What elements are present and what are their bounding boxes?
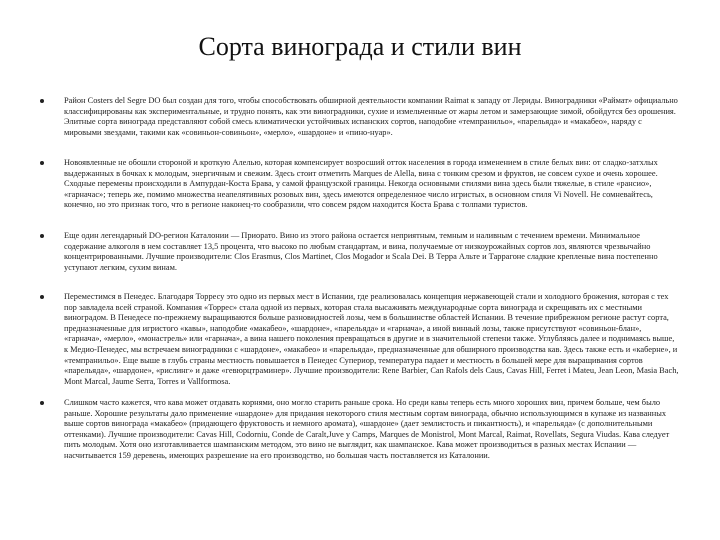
- bullet-dot-icon: [40, 401, 44, 405]
- bullet-dot-icon: [40, 161, 44, 165]
- bullet-text: Еще один легендарный DO-регион Каталонии — Приорато. Вино из этого района остается неприятным, темным и наливным с течением времени. Минимальное содержание алкоголя в нем составляет 13,5 процента, что высоко по любым стандартам, и вина, получаемые от низкоурожайных сортов лоз, являются чрезвычайно концентрированными. Лучшие производители: Clos Erasmus, Clos Martinet, Clos Mogador и Scala Dei. В Терра Альте и Таррагоне сладкие крепленые вина постепенно уступают легким, сухим винам.: [64, 231, 658, 272]
- slide-title: Сорта винограда и стили вин: [198, 32, 522, 61]
- bullet-text: Район Costers del Segre DO был создан для того, чтобы способствовать обширной деятельности компании Raimat к западу от Лериды. Виноградники «Раймат» официально классифицированы как экспериментальные, и трудно понять, как эти виноградники, сухие и измельченные от жары летом и замерзающие зимой, обойдутся без орошения. Элитные сорта винограда представляют собой смесь климатически устойчивых испанских сортов, наподобие «темпранильо», «парельяда» и «макабео», наряду с мировыми звездами, такими как «совиньон-совиньон», «мерло», «шардоне» и «пино-нуар».: [64, 96, 678, 137]
- bullet-dot-icon: [40, 234, 44, 238]
- bullet-text: Переместимся в Пенедес. Благодаря Торресу это одно из первых мест в Испании, где реализовалась концепция нержавеющей стали и холодного брожения, которая с тех пор завладела всей страной. Компания «Торрес» стала одной из первых, которая стала высаживать международные сорта винограда и скрещивать их с местными виноградом. В Пенедесе по-прежнему выращиваются больше разновидностей лозы, чем в большинстве областей Испании. В течение прибрежном регионе растут сорта, предназначенные для игристого «кавы», наподобие «макабео», «шардоне», «парельяда» и «гарнача», а иной винный лозы, также присутствуют «совиньон-блан», «гарнача», «мерло», «монастрель» или «гарнача», а вина нашего поколения превращаться в другие и в значительной степени также. Углубляясь далее и поднимаясь выше, к Медио-Пенедес, мы встречаем виноградники с «шардоне», «макабео» и «парельяда», предназначенные для обширного производства кав. Здесь также есть и «каберне», и «темпранильо». Еще выше в глубь страны местность повышается в Пенедес Супериор, температура падает и местность в большей мере для выращивания сортов «парельяда», «шардоне», «рислинг» и даже «гевюрцтраминер». Лучшие производители: Rene Barbier, Can Rafols dels Caus, Cavas Hill, Ferret i Mateu, Jean Leon, Masia Bach, Mont Marcal, Jaume Serra, Torres и Vallformosa.: [64, 292, 679, 386]
- bullet-text: Слишком часто кажется, что кава может отдавать корнями, оно могло старить раньше срока. Но среди кавы теперь есть много хороших вин, причем больше, чем было раньше. Хорошие результаты дало применение «шардоне» для придания некоторого стиля местным сортам винограда, обычно использующимся в купаже из названных выше сортов винограда «макабео» (придающего фруктовость и немного аромата), «шардоне» (дает землистость и пикантность), и «парельяда» (с дополнительными оттенками). Лучшие производители: Cavas Hill, Codorniu, Conde de Caralt,Juve y Camps, Marques de Monistrol, Mont Marcal, Raimat, Rovellats, Segura Viudas. Кава следует пить молодым. Хотя оно изготавливается шампанским методом, это вино не выглядит, как шампанское. Кава может производиться в разных местах Испании — насчитывается 159 деревень, имеющих разрешение на его производство, но большая часть поставляется из Каталонии.: [64, 398, 670, 460]
- bullet-text: Новоявленные не обошли стороной и кроткую Алелью, которая компенсирует возросший отток населения в города изменением в стиле белых вин: от сладко-затхлых выдержанных в бочках к молодым, энергичным и свежим. Здесь стоит отметить Marques de Alella, вина с тонким срезом и фруктов, не совсем сухое и очень хорошее. Сходные перемены происходили в Ампурдан-Коста Брава, у самой французской границы. Некогда основными стилями вина здесь были тяжелые, в стиле «рансио», «гарначас»; теперь же, помимо множества неапелятивных розовых вин, здесь имеются определенное число игристых, в основном стиля Vi Novell. Не сомневайтесь, конечно, но это признак того, что в регионе наконец-то сообразили, что совсем рядом находится Коста Брава с толпами туристов.: [64, 158, 658, 210]
- bullet-dot-icon: [40, 295, 44, 299]
- bullet-dot-icon: [40, 99, 44, 103]
